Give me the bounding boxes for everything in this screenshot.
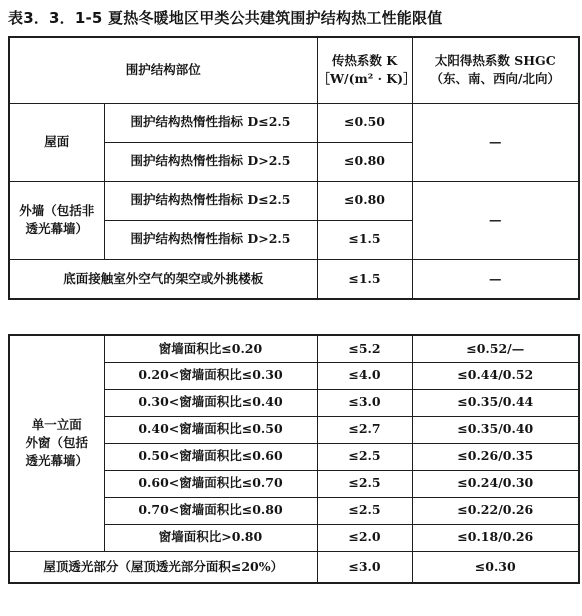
roof-label: 屋面: [9, 103, 104, 181]
wall-label: [9, 181, 104, 259]
window-shgc-5: ≤0.26/0.35: [412, 443, 579, 470]
roof-index-1: 围护结构热惰性指标 D≤2.5: [104, 103, 317, 142]
window-k-6: ≤2.5: [317, 470, 412, 497]
header-k-line1: 传热系数 K: [331, 53, 398, 69]
window-shgc-1: ≤0.52/—: [412, 335, 579, 362]
wall-index-2: 围护结构热惰性指标 D>2.5: [104, 220, 317, 259]
skylight-shgc: ≤0.30: [412, 551, 579, 583]
window-label-line1: 单一立面: [31, 417, 82, 433]
header-k-line2: ［W/(m² · K)］: [317, 71, 416, 87]
window-shgc-4: ≤0.35/0.40: [412, 416, 579, 443]
wall-label-line2: 透光幕墙）: [25, 221, 88, 236]
header-part: 围护结构部位: [9, 37, 317, 103]
window-ratio-5: 0.50<窗墙面积比≤0.60: [104, 443, 317, 470]
table-row: [9, 103, 579, 142]
roof-shgc: —: [412, 103, 579, 181]
window-ratio-8: 窗墙面积比>0.80: [104, 524, 317, 551]
skylight-label: 屋顶透光部分（屋顶透光部分面积≤20%）: [9, 551, 317, 583]
window-shgc-3: ≤0.35/0.44: [412, 389, 579, 416]
window-k-8: ≤2.0: [317, 524, 412, 551]
window-ratio-4: 0.40<窗墙面积比≤0.50: [104, 416, 317, 443]
header-shgc-line2: （东、南、西向/北向）: [430, 71, 561, 87]
table-title: 表3．3．1-5 夏热冬暖地区甲类公共建筑围护结构热工性能限值: [8, 9, 443, 27]
roof-index-2: 围护结构热惰性指标 D>2.5: [104, 142, 317, 181]
table-row: [9, 551, 579, 583]
window-label: [9, 335, 104, 551]
skylight-k: ≤3.0: [317, 551, 412, 583]
window-k-3: ≤3.0: [317, 389, 412, 416]
table-row: [9, 335, 579, 362]
floor-label: 底面接触室外空气的架空或外挑楼板: [9, 259, 317, 299]
window-shgc-2: ≤0.44/0.52: [412, 362, 579, 389]
window-k-5: ≤2.5: [317, 443, 412, 470]
window-shgc-7: ≤0.22/0.26: [412, 497, 579, 524]
window-k-4: ≤2.7: [317, 416, 412, 443]
window-shgc-8: ≤0.18/0.26: [412, 524, 579, 551]
window-k-1: ≤5.2: [317, 335, 412, 362]
wall-k-1: ≤0.80: [317, 181, 412, 220]
table-row: [9, 181, 579, 220]
window-ratio-2: 0.20<窗墙面积比≤0.30: [104, 362, 317, 389]
header-shgc-line1: 太阳得热系数 SHGC: [434, 53, 556, 69]
table-row: [9, 259, 579, 299]
window-ratio-1: 窗墙面积比≤0.20: [104, 335, 317, 362]
header-k: [317, 37, 416, 103]
window-ratio-7: 0.70<窗墙面积比≤0.80: [104, 497, 317, 524]
floor-k: ≤1.5: [317, 259, 412, 299]
window-ratio-6: 0.60<窗墙面积比≤0.70: [104, 470, 317, 497]
transparent-envelope-table: [8, 334, 580, 584]
floor-shgc: —: [412, 259, 579, 299]
roof-k-2: ≤0.80: [317, 142, 412, 181]
wall-label-line1: 外墙（包括非: [19, 202, 95, 218]
window-k-7: ≤2.5: [317, 497, 412, 524]
roof-k-1: ≤0.50: [317, 103, 412, 142]
window-label-line2: 外窗（包括: [25, 435, 88, 451]
header-shgc: [412, 37, 579, 103]
window-shgc-6: ≤0.24/0.30: [412, 470, 579, 497]
wall-k-2: ≤1.5: [317, 220, 412, 259]
window-label-line3: 透光幕墙）: [25, 453, 88, 469]
header-row: [9, 37, 579, 103]
window-k-2: ≤4.0: [317, 362, 412, 389]
wall-index-1: 围护结构热惰性指标 D≤2.5: [104, 181, 317, 220]
opaque-envelope-table: [8, 36, 580, 300]
window-ratio-3: 0.30<窗墙面积比≤0.40: [104, 389, 317, 416]
wall-shgc: —: [412, 181, 579, 259]
